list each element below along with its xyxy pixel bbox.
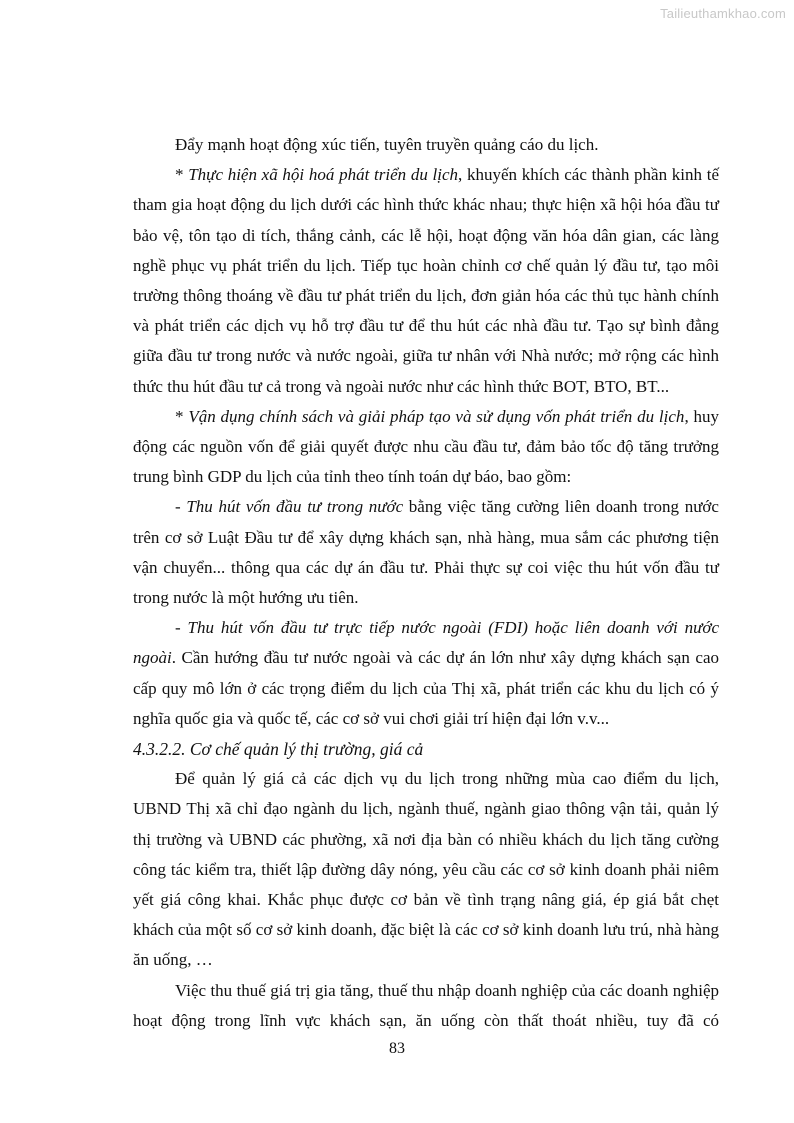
page-body [133, 130, 719, 1036]
text-run: Việc thu thuế giá trị gia tăng, thuế thu nhập doanh nghiệp của các doanh nghiệp hoạt động trong lĩnh vực khách sạn, ăn uống còn thất thoát nhiều, tuy đã có [133, 980, 719, 1030]
paragraph-tax-collection [133, 976, 719, 1036]
section-heading-4-3-2-2 [133, 734, 719, 764]
paragraph-socialization [133, 160, 719, 402]
paragraph-promotion [133, 130, 719, 160]
paragraph-fdi [133, 613, 719, 734]
paragraph-domestic-investment [133, 492, 719, 613]
text-run: bằng việc tăng cường liên doanh trong nước trên cơ sở Luật Đầu tư để xây dựng khách sạn, nhà hàng, mua sắm các phương tiện vận chuyển... thông qua các dự án đầu tư. Phải thực sự coi việc thu hút vốn đầu tư trong nước là một hướng ưu tiên. [133, 497, 719, 608]
italic-text-run: 4.3.2.2. Cơ chế quản lý thị trường, giá cả [133, 739, 424, 760]
italic-text-run: Thu hút vốn đầu tư trực tiếp nước ngoài (FDI) hoặc liên doanh với nước ngoài [133, 618, 719, 668]
italic-text-run: Thu hút vốn đầu tư trong nước [186, 497, 404, 517]
watermark: Tailieuthamkhao.com [660, 6, 786, 21]
text-run: * [175, 165, 189, 185]
paragraph-price-management [133, 764, 719, 975]
text-run: - [175, 497, 187, 517]
italic-text-run: Vận dụng chính sách và giải pháp tạo và sử dụng vốn phát triển du lịch [188, 406, 685, 426]
text-run: * [175, 406, 189, 426]
text-run: Đẩy mạnh hoạt động xúc tiến, tuyên truyền quảng cáo du lịch. [175, 135, 599, 154]
paragraph-capital-policy [133, 402, 719, 493]
italic-text-run: Thực hiện xã hội hoá phát triển du lịch [188, 165, 459, 185]
text-run: , huy động các nguồn vốn để giải quyết được nhu cầu đầu tư, đảm bảo tốc độ tăng trưởng trung bình GDP du lịch của tỉnh theo tính toán dự báo, bao gồm: [133, 406, 720, 487]
text-run: , khuyến khích các thành phần kinh tế tham gia hoạt động du lịch dưới các hình thức khác nhau; thực hiện xã hội hóa đầu tư bảo vệ, tôn tạo di tích, thắng cảnh, các lễ hội, hoạt động văn hóa dân gian, các làng nghề phục vụ phát triển du lịch. Tiếp tục hoàn chỉnh cơ chế quản lý đầu tư, tạo môi trường thông thoáng về đầu tư phát triển du lịch, đơn giản hóa các thủ tục hành chính và phát triển các dịch vụ hỗ trợ đầu tư để thu hút các nhà đầu tư. Tạo sự bình đẳng giữa đầu tư trong nước và nước ngoài, giữa tư nhân với Nhà nước; mở rộng các hình thức thu hút đầu tư cả trong và ngoài nước như các hình thức BOT, BTO, BT... [133, 165, 719, 396]
text-run: Để quản lý giá cả các dịch vụ du lịch trong những mùa cao điểm du lịch, UBND Thị xã chỉ đạo ngành du lịch, ngành thuế, ngành giao thông vận tải, quản lý thị trường và UBND các phường, xã nơi địa bàn có nhiều khách du lịch tăng cường công tác kiểm tra, thiết lập đường dây nóng, yêu cầu các cơ sở kinh doanh phải niêm yết giá công khai. Khắc phục được cơ bản về tình trạng nâng giá, ép giá bắt chẹt khách của một số cơ sở kinh doanh, đặc biệt là các cơ sở kinh doanh lưu trú, nhà hàng ăn uống, … [133, 769, 719, 970]
text-run: - [175, 618, 188, 638]
page-number: 83 [389, 1040, 405, 1057]
text-run: . Cần hướng đầu tư nước ngoài và các dự án lớn như xây dựng khách sạn cao cấp quy mô lớn ở các trọng điểm du lịch của Thị xã, phát triển các khu du lịch có ý nghĩa quốc gia và quốc tế, các cơ sở vui chơi giải trí hiện đại lớn v.v... [133, 648, 719, 728]
